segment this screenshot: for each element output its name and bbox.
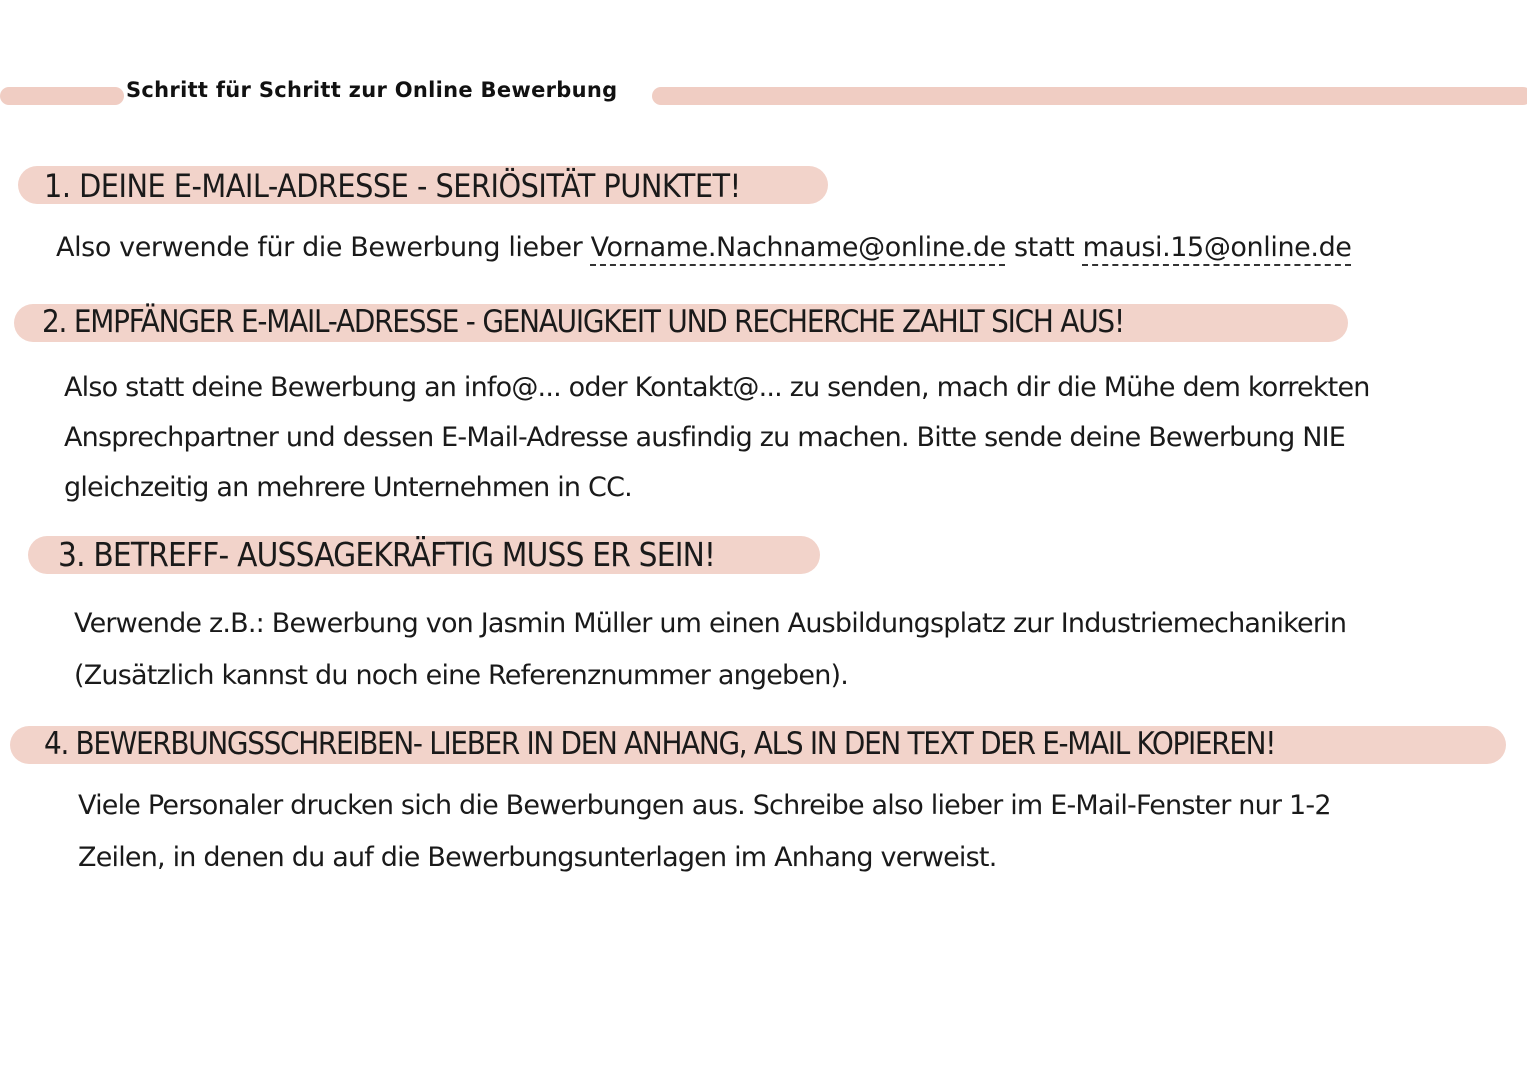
section-1-middle-word: statt <box>1005 232 1083 263</box>
title-bar-left-decoration <box>0 87 124 105</box>
section-2-body-line-2: Ansprechpartner und dessen E-Mail-Adresse ausfindig zu machen. Bitte sende deine Bewerbung NIE <box>64 422 1346 453</box>
section-1-body <box>56 222 1352 273</box>
section-3-heading: 3. BETREFF- AUSSAGEKRÄFTIG MUSS ER SEIN! <box>58 535 716 574</box>
bad-email-example: mausi.15@online.de <box>1082 232 1352 263</box>
section-3-body-line-1: Verwende z.B.: Bewerbung von Jasmin Müller um einen Ausbildungsplatz zur Industriemechanikerin <box>74 608 1347 639</box>
section-4-body-line-2: Zeilen, in denen du auf die Bewerbungsunterlagen im Anhang verweist. <box>78 842 997 873</box>
section-1-body-prefix: Also verwende für die Bewerbung lieber <box>56 232 591 263</box>
section-4-heading: 4. BEWERBUNGSSCHREIBEN- LIEBER IN DEN ANHANG, ALS IN DEN TEXT DER E-MAIL KOPIEREN! <box>44 726 1276 762</box>
section-3-body-line-2: (Zusätzlich kannst du noch eine Referenznummer angeben). <box>74 660 849 691</box>
document-title: Schritt für Schritt zur Online Bewerbung <box>126 78 618 102</box>
section-2-heading: 2. EMPFÄNGER E-MAIL-ADRESSE - GENAUIGKEIT UND RECHERCHE ZAHLT SICH AUS! <box>42 304 1124 340</box>
section-1-heading: 1. DEINE E-MAIL-ADRESSE - SERIÖSITÄT PUNKTET! <box>44 167 741 205</box>
title-bar-right-decoration <box>652 87 1527 105</box>
section-2-body-line-1: Also statt deine Bewerbung an info@... oder Kontakt@... zu senden, mach dir die Mühe dem korrekten <box>64 372 1370 403</box>
section-4-body-line-1: Viele Personaler drucken sich die Bewerbungen aus. Schreibe also lieber im E-Mail-Fenster nur 1-2 <box>78 790 1331 821</box>
good-email-example: Vorname.Nachname@online.de <box>590 232 1006 263</box>
section-2-body-line-3: gleichzeitig an mehrere Unternehmen in CC. <box>64 472 632 503</box>
